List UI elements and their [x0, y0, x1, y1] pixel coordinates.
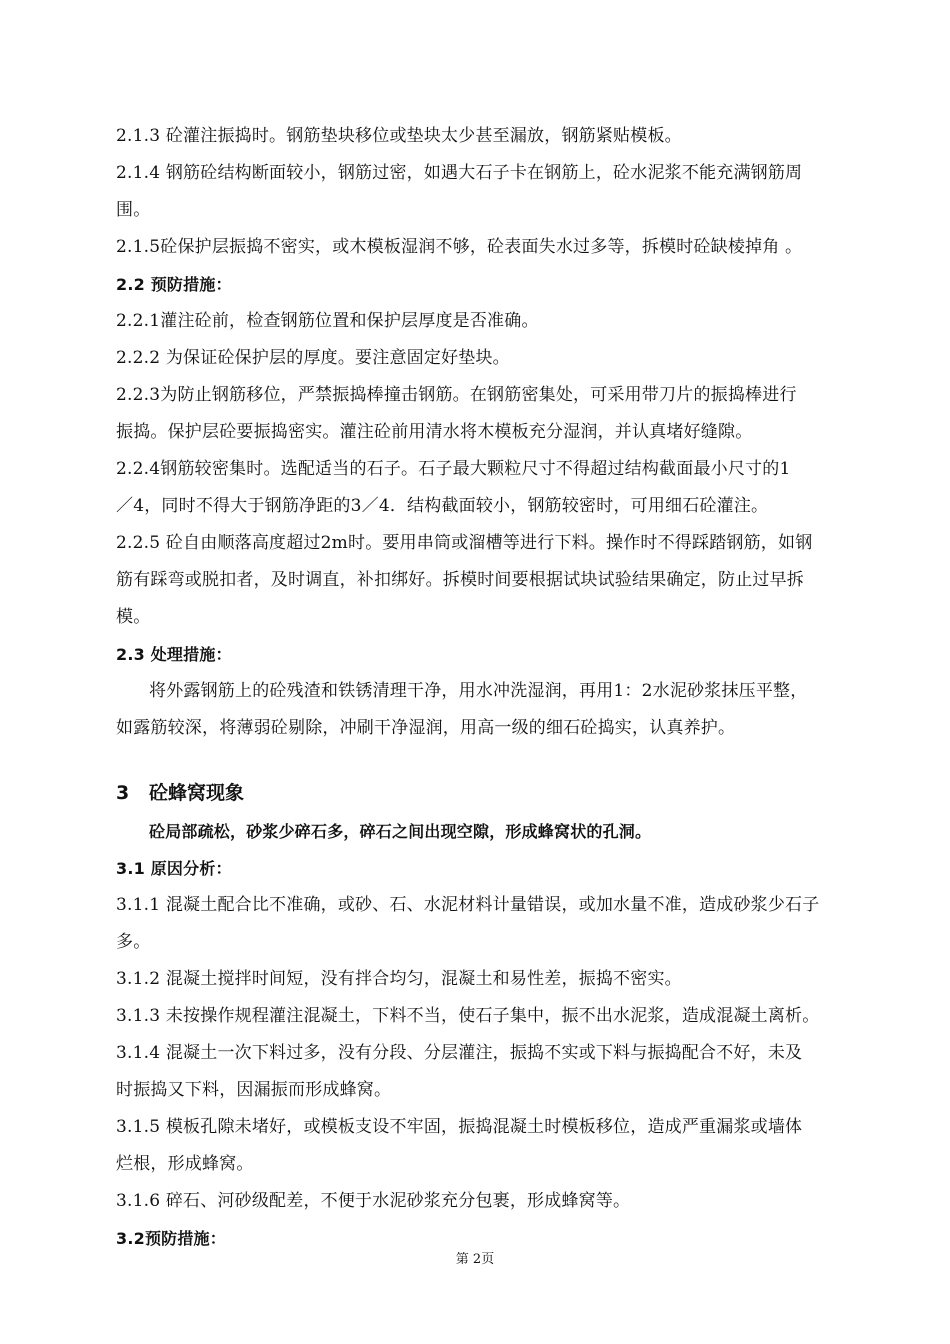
section-3-1-title: 3.1 原因分析：	[116, 859, 232, 878]
section-spacer	[116, 747, 876, 773]
paragraph-line: 将外露钢筋上的砼残渣和铁锈清理干净，用水冲洗湿润，再用1：2水泥砂浆抹压平整，	[149, 681, 808, 701]
section-3-title: 砼蜂窝现象	[149, 782, 245, 804]
paragraph-line: 3.1.4 混凝土一次下料过多，没有分段、分层灌注，振捣不实或下料与振捣配合不好，未及	[116, 1043, 803, 1063]
paragraph-line: 围。	[116, 200, 151, 220]
paragraph-line: ／4，同时不得大于钢筋净距的3／4．结构截面较小，钢筋较密时，可用细石砼灌注。	[116, 496, 769, 516]
paragraph-line: 2.2.1灌注砼前，检查钢筋位置和保护层厚度是否准确。	[116, 311, 539, 331]
section-3-summary: 砼局部疏松，砂浆少碎石多，碎石之间出现空隙，形成蜂窝状的孔洞。	[149, 822, 652, 841]
paragraph-line: 烂根，形成蜂窝。	[116, 1154, 254, 1174]
paragraph-line: 筋有踩弯或脱扣者，及时调直，补扣绑好。拆模时间要根据试块试验结果确定，防止过早拆	[116, 570, 804, 590]
section-3-heading	[116, 773, 876, 813]
paragraph-line: 振捣。保护层砼要振捣密实。灌注砼前用清水将木模板充分湿润，并认真堵好缝隙。	[116, 422, 753, 442]
section-2-3-title: 2.3 处理措施：	[116, 645, 232, 664]
paragraph-line: 时振捣又下料，因漏振而形成蜂窝。	[116, 1080, 392, 1100]
paragraph-line: 3.1.3 未按操作规程灌注混凝土，下料不当，使石子集中，振不出水泥浆，造成混凝土离析。	[116, 1006, 820, 1026]
paragraph-line: 2.2.4钢筋较密集时。选配适当的石子。石子最大颗粒尺寸不得超过结构截面最小尺寸的1	[116, 459, 791, 479]
paragraph-line: 2.2.2 为保证砼保护层的厚度。要注意固定好垫块。	[116, 348, 510, 368]
paragraph-line: 3.1.5 模板孔隙未堵好，或模板支设不牢固，振捣混凝土时模板移位，造成严重漏浆或墙体	[116, 1117, 803, 1137]
section-3-number: 3	[116, 782, 130, 804]
paragraph-line: 多。	[116, 932, 151, 952]
paragraph-line: 2.2.5 砼自由顺落高度超过2m时。要用串筒或溜槽等进行下料。操作时不得踩踏钢筋，如钢	[116, 533, 813, 553]
paragraph-line: 3.1.2 混凝土搅拌时间短，没有拌合均匀，混凝土和易性差，振捣不密实。	[116, 969, 682, 989]
paragraph-line: 2.2.3为防止钢筋移位，严禁振捣棒撞击钢筋。在钢筋密集处，可采用带刀片的振捣棒进行	[116, 385, 797, 405]
paragraph-line: 3.1.6 碎石、河砂级配差，不便于水泥砂浆充分包裹，形成蜂窝等。	[116, 1191, 631, 1211]
document-page	[116, 118, 876, 1257]
paragraph-line: 如露筋较深，将薄弱砼剔除，冲刷干净湿润，用高一级的细石砼捣实，认真养护。	[116, 718, 736, 738]
paragraph-line: 2.1.5砼保护层振捣不密实，或木模板湿润不够，砼表面失水过多等，拆模时砼缺棱掉角 。	[116, 237, 803, 257]
paragraph-line: 3.1.1 混凝土配合比不准确，或砂、石、水泥材料计量错误，或加水量不准，造成砂浆少石子	[116, 895, 820, 915]
page-footer: 第 2页	[455, 1252, 495, 1267]
paragraph-line: 模。	[116, 607, 151, 627]
paragraph-line: 2.1.3 砼灌注振捣时。钢筋垫块移位或垫块太少甚至漏放，钢筋紧贴模板。	[116, 126, 682, 146]
section-3-2-title: 3.2预防措施：	[116, 1229, 226, 1248]
paragraph-line: 2.1.4 钢筋砼结构断面较小，钢筋过密，如遇大石子卡在钢筋上，砼水泥浆不能充满钢筋周	[116, 163, 803, 183]
section-2-2-title: 2.2 预防措施：	[116, 275, 232, 294]
